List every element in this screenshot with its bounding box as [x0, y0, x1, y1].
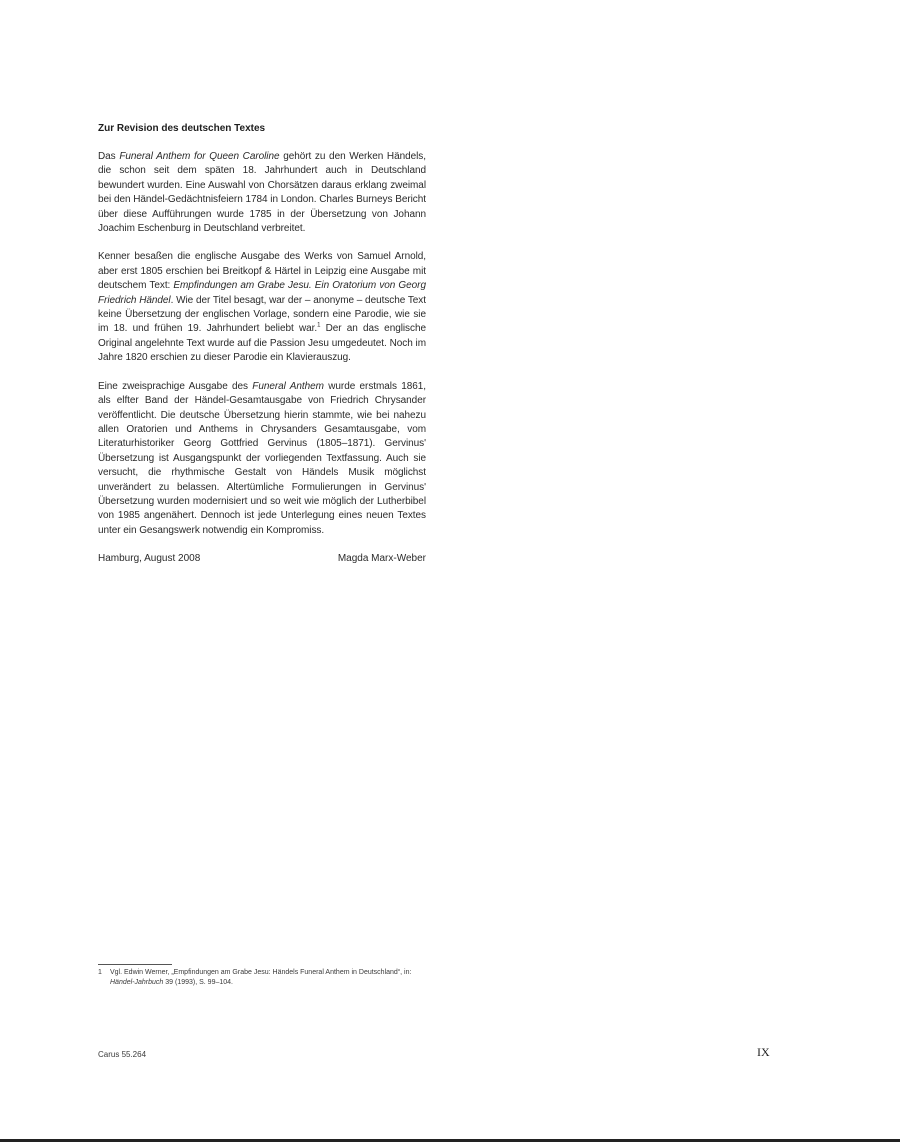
p2-text-b: . Wie der Titel besagt, war der – anonyme – deutsche Text keine Übersetzung der englischen Vorlage, sondern eine Parodie, wie sie im 18. und frühen 19. Jahrhundert beliebt war. [98, 294, 426, 335]
footnote-reference[interactable]: 1 [317, 323, 321, 330]
footnote [98, 968, 428, 988]
footnote-divider [98, 964, 172, 965]
paragraph-2 [98, 250, 426, 365]
place-date: Hamburg, August 2008 [98, 553, 201, 565]
p1-work-title: Funeral Anthem for Queen Caroline [119, 151, 280, 162]
signature-row [98, 552, 426, 566]
p2-work-title: Empfindungen am Grabe Jesu. Ein Oratorium von Georg Friedrich Händel [98, 280, 426, 306]
section-heading: Zur Revision des deutschen Textes [98, 123, 266, 134]
footnote-text [98, 968, 428, 988]
p1-text-a: Das [98, 151, 120, 162]
p3-work-title: Funeral Anthem [252, 380, 324, 392]
p3-text-b: wurde erstmals 1861, als elfter Band der Händel-Gesamtausgabe von Friedrich Chrysander veröffentlicht. Die deutsche Übersetzung hierin stammte, wie bei nahezu allen Oratorien und Anthems in Chrysanders Gesamtausgabe, vom Literaturhistoriker Georg Gottfried Gervinus (1805–1871). Gervinus' Übersetzung ist Ausgangspunkt der vorliegenden Textfassung. Auch sie versucht, die rhythmische Gestalt von Händels Musik möglichst unverändert zu belassen. Altertümliche Formulierungen in Gervinus' Übersetzung wurden modernisiert und so weit wie möglich der Lutherbibel von 1985 angenähert. Dennoch ist jede Unterlegung eines neuen Textes unter ein Gesangswerk notwendig ein Kompromiss. [98, 380, 426, 536]
footnote-text-a: Vgl. Edwin Werner, „Empfindungen am Grabe Jesu: Händels Funeral Anthem in Deutschland“, in: [110, 969, 412, 976]
page-number: IX [757, 1045, 770, 1059]
paragraph-1 [98, 150, 426, 236]
main-text-column [98, 122, 426, 566]
footnote-journal: Händel-Jahrbuch [110, 979, 164, 986]
p2-text-a: Kenner besaßen die englische Ausgabe des Werks von Samuel Arnold, aber erst 1805 erschien bei Breitkopf & Härtel in Leipzig eine Ausgabe mit deutschem Text: [98, 251, 426, 292]
publisher-number: Carus 55.264 [98, 1050, 147, 1059]
footnote-text-b: 39 (1993), S. 99–104. [163, 979, 233, 986]
footnote-number: 1 [98, 969, 102, 976]
author-name: Magda Marx-Weber [337, 553, 426, 565]
paragraph-3 [98, 380, 426, 538]
p1-text-b: gehört zu den Werken Händels, die schon seit dem späten 18. Jahrhundert auch in Deutschland bewundert wurden. Eine Auswahl von Chorsätzen daraus erklang zweimal bei den Händel-Gedächtnisfeiern 1784 in London. Charles Burneys Bericht über diese Aufführungen wurde 1785 in der Übersetzung von Johann Joachim Eschenburg in Deutschland verbreitet. [98, 151, 426, 235]
p2-text-c: Der an das englische Original angelehnte Text wurde auf die Passion Jesu umgedeutet. Noch im Jahre 1820 erschien zu dieser Parodie ein Klavierauszug. [98, 323, 426, 364]
p3-text-a: Eine zweisprachige Ausgabe des [98, 380, 253, 392]
